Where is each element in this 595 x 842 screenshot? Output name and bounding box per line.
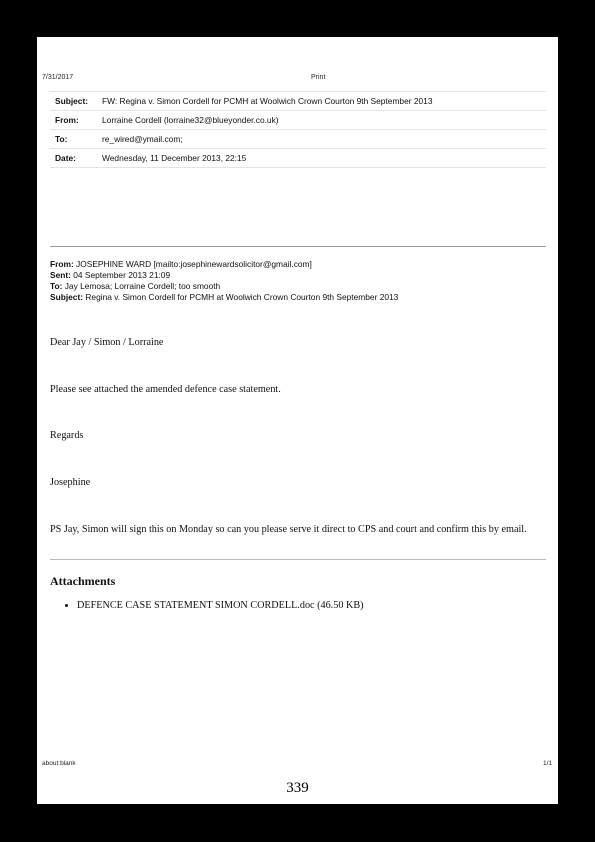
meta-row-to xyxy=(50,130,546,149)
regards: Regards xyxy=(50,430,84,441)
meta-label: Date: xyxy=(50,149,102,168)
greeting: Dear Jay / Simon / Lorraine xyxy=(50,337,164,348)
page-number: 339 xyxy=(286,780,309,796)
signature: Josephine xyxy=(50,477,91,488)
divider xyxy=(50,559,546,560)
meta-value: FW: Regina v. Simon Cordell for PCMH at Woolwich Crown Courton 9th September 2013 xyxy=(102,92,546,111)
meta-label: From: xyxy=(50,111,102,130)
meta-value: re_wired@ymail.com; xyxy=(102,130,546,149)
body-paragraph: Please see attached the amended defence case statement. xyxy=(50,384,281,395)
attachments-list xyxy=(50,600,364,611)
document-page xyxy=(37,37,558,804)
divider xyxy=(50,246,546,247)
attachments-heading: Attachments xyxy=(50,574,116,588)
print-label: Print xyxy=(311,74,326,81)
forwarded-from: From: JOSEPHINE WARD [mailto:josephinewardsolicitor@gmail.com] xyxy=(50,259,312,269)
footer-url: about:blank xyxy=(42,760,76,767)
print-date: 7/31/2017 xyxy=(42,74,74,81)
meta-row-from xyxy=(50,111,546,130)
footer-page-count: 1/1 xyxy=(542,760,552,767)
meta-value: Lorraine Cordell (lorraine32@blueyonder.co.uk) xyxy=(102,111,546,130)
meta-row-date xyxy=(50,149,546,168)
meta-label: Subject: xyxy=(50,92,102,111)
meta-value: Wednesday, 11 December 2013, 22:15 xyxy=(102,149,546,168)
forwarded-sent: Sent: 04 September 2013 21:09 xyxy=(50,270,171,280)
email-meta-table xyxy=(50,91,546,168)
attachment-item[interactable]: • DEFENCE CASE STATEMENT SIMON CORDELL.doc (46.50 KB) xyxy=(77,600,364,611)
forwarded-to: To: Jay Lemosa; Lorraine Cordell; too smooth xyxy=(50,281,221,291)
postscript: PS Jay, Simon will sign this on Monday so can you please serve it direct to CPS and court and confirm this by email. xyxy=(50,524,527,535)
forwarded-header xyxy=(50,259,398,303)
meta-row-subject xyxy=(50,92,546,111)
forwarded-subject: Subject: Regina v. Simon Cordell for PCMH at Woolwich Crown Courton 9th September 2013 xyxy=(50,292,399,302)
meta-label: To: xyxy=(50,130,102,149)
